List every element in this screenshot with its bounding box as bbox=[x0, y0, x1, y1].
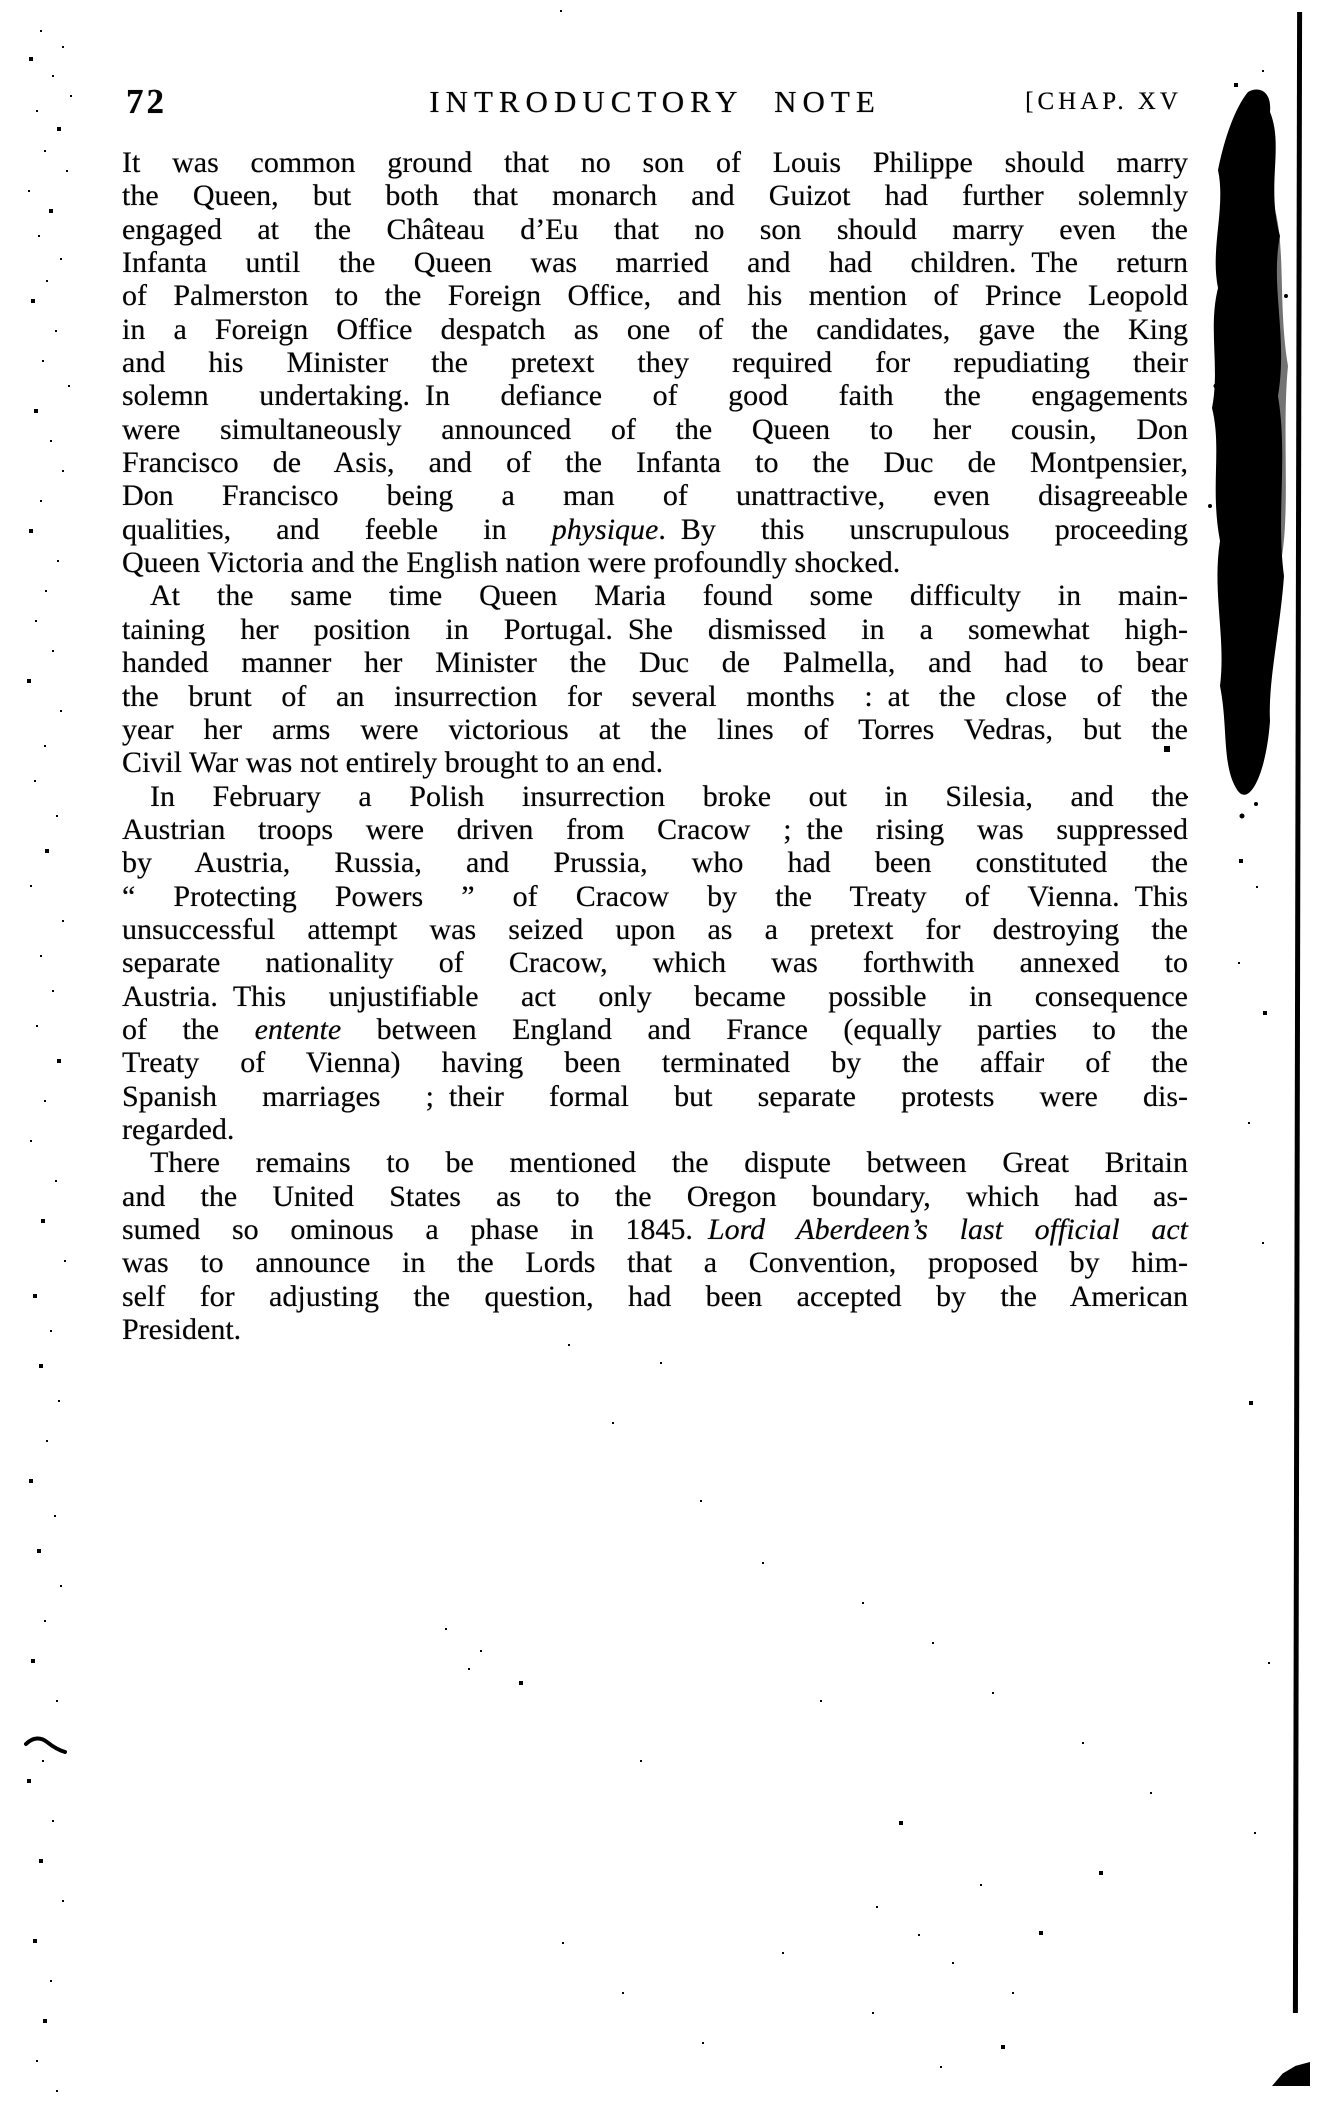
text-line: engaged at the Château d’Eu that no son should marry even the bbox=[122, 212, 1188, 246]
text-line: separate nationality of Cracow, which was forthwith annexed to bbox=[122, 946, 1188, 980]
page-header bbox=[122, 82, 1188, 122]
text-line: sumed so ominous a phase in 1845. Lord Aberdeen’s last official act bbox=[122, 1213, 1188, 1246]
page-title: INTRODUCTORY NOTE bbox=[429, 84, 881, 119]
text-line: in a Foreign Office despatch as one of the candidates, gave the King bbox=[122, 312, 1188, 346]
text-line: year her arms were victorious at the lines of Torres Vedras, but the bbox=[122, 712, 1188, 746]
text-line: Don Francisco being a man of unattractive, even disagreeable bbox=[122, 479, 1188, 513]
text-line: Austrian troops were driven from Cracow ; the rising was suppressed bbox=[122, 812, 1188, 846]
pen-mark-artifact bbox=[24, 1734, 68, 1760]
text-line: Francisco de Asis, and of the Infanta to the Duc de Montpensier, bbox=[122, 446, 1188, 480]
text-line: “ Protecting Powers ” of Cracow by the Treaty of Vienna. This bbox=[122, 879, 1188, 913]
text-line: was to announce in the Lords that a Convention, proposed by him- bbox=[122, 1246, 1188, 1280]
text-line: qualities, and feeble in physique. By this unscrupulous proceeding bbox=[122, 512, 1188, 546]
text-line: solemn undertaking. In defiance of good faith the engagements bbox=[122, 379, 1188, 413]
paragraph bbox=[122, 579, 1188, 779]
text-line: and his Minister the pretext they required for repudiating their bbox=[122, 346, 1188, 380]
text-line: Austria. This unjustifiable act only became possible in consequence bbox=[122, 979, 1188, 1013]
text-line: unsuccessful attempt was seized upon as a pretext for destroying the bbox=[122, 912, 1188, 946]
text-line: the Queen, but both that monarch and Guizot had further solemnly bbox=[122, 179, 1188, 213]
text-line: and the United States as to the Oregon boundary, which had as- bbox=[122, 1179, 1188, 1213]
text-line: Civil War was not entirely brought to an end. bbox=[122, 746, 664, 780]
text-line: of the entente between England and France (equally parties to the bbox=[122, 1012, 1189, 1046]
text-line: Infanta until the Queen was married and had children. The return bbox=[122, 246, 1188, 280]
text-line: regarded. bbox=[122, 1112, 235, 1146]
text-line: Spanish marriages ; their formal but separate protests were dis- bbox=[122, 1079, 1188, 1113]
text-line: taining her position in Portugal. She dismissed in a somewhat high- bbox=[122, 612, 1188, 646]
paragraph bbox=[122, 1146, 1188, 1346]
text-line: President. bbox=[122, 1313, 242, 1347]
text-line: of Palmerston to the Foreign Office, and his mention of Prince Leopold bbox=[122, 279, 1188, 313]
text-line: There remains to be mentioned the dispute between Great Britain bbox=[150, 1146, 1188, 1180]
chapter-marker: [CHAP. XV bbox=[1025, 88, 1182, 115]
text-line: Queen Victoria and the English nation were profoundly shocked. bbox=[122, 546, 901, 580]
page-number: 72 bbox=[126, 82, 167, 121]
scan-noise-right bbox=[0, 0, 2, 2]
text-line: self for adjusting the question, had been accepted by the American bbox=[122, 1279, 1188, 1313]
text-line: At the same time Queen Maria found some difficulty in main- bbox=[150, 579, 1188, 613]
text-line: handed manner her Minister the Duc de Palmella, and had to bear bbox=[122, 646, 1188, 680]
paragraph bbox=[122, 146, 1188, 579]
text-line: Treaty of Vienna) having been terminated by the affair of the bbox=[122, 1046, 1188, 1080]
text-line: were simultaneously announced of the Queen to her cousin, Don bbox=[122, 412, 1188, 446]
text-line: In February a Polish insurrection broke out in Silesia, and the bbox=[150, 779, 1188, 813]
ink-blob-artifact bbox=[1196, 86, 1296, 826]
corner-smudge-artifact bbox=[1272, 2062, 1310, 2086]
paragraph bbox=[122, 780, 1188, 1147]
text-line: by Austria, Russia, and Prussia, who had been constituted the bbox=[122, 846, 1188, 880]
text-line: the brunt of an insurrection for several months : at the close of the bbox=[122, 679, 1188, 713]
text-block bbox=[122, 146, 1188, 1346]
text-line: It was common ground that no son of Louis Philippe should marry bbox=[122, 146, 1188, 179]
